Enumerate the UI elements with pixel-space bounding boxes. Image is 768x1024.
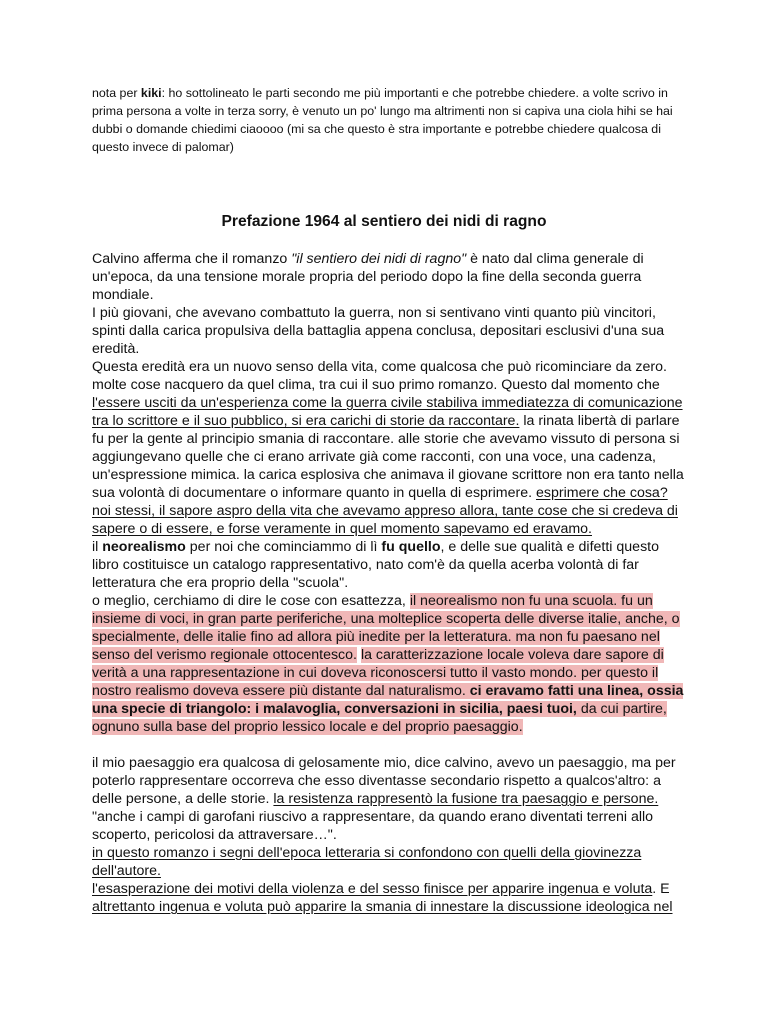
note-text: : ho sottolineato le parti secondo me più importanti e che potrebbe chiedere. a volte scrivo in prima persona a volte in terza sorry, è venuto un po' lungo ma altrimenti non si capiva una ciola hihi se hai dubbi o domande chiedimi ciaoooo (mi sa che questo è stra importante e potrebbe chiedere qualcosa di questo invece di palomar) — [92, 86, 673, 154]
p3-text-b: la rinata libertà di parlare fu per la gente al principio smania di raccontare. alle storie che avevamo vissuto di persona si aggiungevano quelle che ci erano arrivate già come racconti, con una voce, una cadenza, un'espressione mimica. la carica esplosiva che animava il giovane scrittore non era tanto nella sua volontà di documentare o informare quanto in quella di esprimere. — [92, 413, 684, 501]
p6-text-b: "anche i campi di garofani riuscivo a rappresentare, da quando erano diventati terreni allo scoperto, pericolosi da attraversare…". — [92, 809, 654, 843]
p5-highlight-2b: da cui partire, ognuno sulla base del proprio lessico locale e del proprio paesaggio. — [92, 701, 667, 735]
paragraph-2: I più giovani, che avevano combattuto la guerra, non si sentivano vinti quanto più vincitori, spinti dalla carica propulsiva della battaglia appena conclusa, depositari esclusivi d'una sua eredità. — [92, 305, 665, 357]
document-body — [92, 250, 686, 916]
p4-text-b: per noi che cominciammo di lì — [185, 539, 382, 555]
paragraph-6 — [92, 754, 686, 844]
p4-text-a: il — [92, 539, 103, 555]
p5-highlight-bold: ci eravamo fatti una linea, ossia una specie di triangolo: i malavoglia, conversazioni in sicilia, paesi tuoi, — [92, 683, 684, 717]
p3-text-a: Questa eredità era un nuovo senso della vita, come qualcosa che può ricominciare da zero. molte cose nacquero da quel clima, tra cui il suo primo romanzo. Questo dal momento che — [92, 359, 667, 393]
p4-text-c: , e delle sue qualità e difetti questo libro costituisce un catalogo rappresentativo, nato com'è da quella acerba volontà di far letteratura che era proprio della "scuola". — [92, 539, 659, 591]
p6-underline-1: la resistenza rappresentò la fusione tra paesaggio e persone. — [273, 791, 659, 807]
paragraph-4 — [92, 538, 686, 592]
p6-text-a: il mio paesaggio era qualcosa di gelosamente mio, dice calvino, avevo un paesaggio, ma per poterlo rappresentare occorreva che esso diventasse secondario rispetto a qualcos'altro: a delle persone, a delle storie. — [92, 755, 676, 807]
p4-bold-fu-quello: fu quello — [381, 539, 441, 555]
note-prefix: nota per — [92, 86, 141, 100]
p8-underline-1: l'esasperazione dei motivi della violenza e del sesso finisce per apparire ingenua e voluta — [92, 881, 653, 897]
p8-text-a: . E — [652, 881, 670, 897]
paragraph-spacer — [92, 736, 686, 754]
p1-text-b: è nato dal clima generale di un'epoca, da una tensione morale propria del periodo dopo la fine della seconda guerra mondiale. — [92, 251, 644, 303]
p3-underline-1: l'essere usciti da un'esperienza come la guerra civile stabiliva immediatezza di comunicazione tra lo scrittore e il suo pubblico, si era carichi di storie da raccontare. — [92, 395, 683, 429]
p7-underline: in questo romanzo i segni dell'epoca letteraria si confondono con quelli della giovinezza dell'autore. — [92, 845, 642, 879]
note-name: kiki — [140, 86, 162, 100]
note-paragraph — [92, 84, 684, 156]
paragraph-3 — [92, 358, 686, 538]
paragraph-1 — [92, 250, 686, 304]
p4-bold-neorealismo: neorealismo — [102, 539, 186, 555]
p8-underline-2: altrettanto ingenua e voluta può apparire la smania di innestare la discussione ideologica nel — [92, 899, 673, 915]
p3-underline-2: esprimere che cosa? noi stessi, il sapore aspro della vita che avevamo appreso allora, tante cose che si credeva di sapere o di essere, e forse veramente in quel momento sapevamo ed eravamo. — [92, 485, 678, 537]
p1-book-title: "il sentiero dei nidi di ragno" — [291, 251, 467, 267]
paragraph-8 — [92, 880, 686, 916]
paragraph-5 — [92, 592, 686, 736]
p1-text-a: Calvino afferma che il romanzo — [92, 251, 292, 267]
p5-highlight-1: il neorealismo non fu una scuola. fu un insieme di voci, in gran parte periferiche, una molteplice scoperta delle diverse italie, anche, o specialmente, delle italie fino ad allora più inedite per la letteratura. ma non fu paesano nel senso del verismo regionale ottocentesco. — [92, 593, 680, 663]
paragraph-7 — [92, 844, 686, 880]
p5-text-a: o meglio, cerchiamo di dire le cose con esattezza, — [92, 593, 410, 609]
document-title: Prefazione 1964 al sentiero dei nidi di ragno — [221, 213, 547, 230]
p5-highlight-2a: la caratterizzazione locale voleva dare sapore di verità a una rappresentazione in cui doveva riconoscersi tutto il vasto mondo. per questo il nostro realismo doveva essere più distante dal naturalismo. — [92, 647, 664, 699]
